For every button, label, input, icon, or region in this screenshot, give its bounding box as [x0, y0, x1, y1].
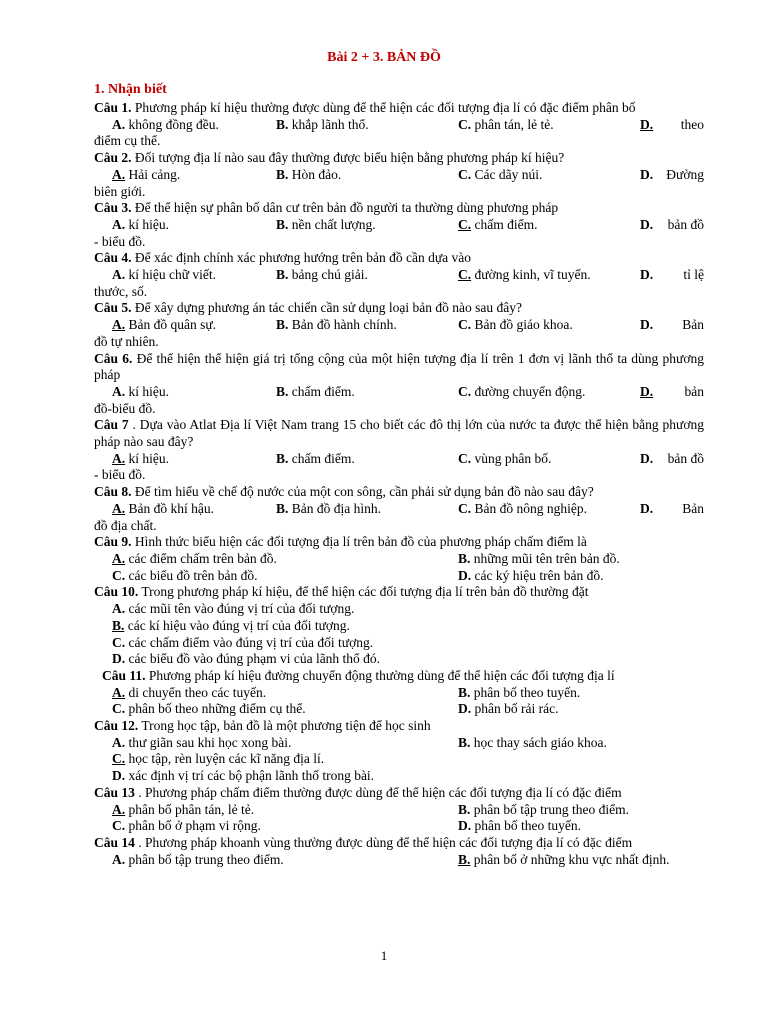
- option-text: phân bố theo tuyến.: [473, 684, 581, 700]
- question-text: . Phương pháp chấm điểm thường được dùng để thể hiện các đối tượng địa lí có đặc điểm: [138, 784, 622, 800]
- option-label: A.: [112, 550, 126, 566]
- option-b: [276, 117, 458, 134]
- option-text: các mũi tên vào đúng vị trí của đối tượng.: [128, 601, 355, 617]
- option-text: phân tán, lẻ tẻ.: [474, 116, 554, 132]
- question-stem: [94, 835, 704, 852]
- option-text: các kí hiệu vào đúng vị trí của đối tượng.: [127, 617, 350, 633]
- question-text: Để tìm hiểu về chế độ nước của một con sông, cần phải sử dụng bản đồ nào sau đây?: [134, 484, 594, 500]
- question-14: [94, 835, 704, 868]
- option-text: Bản đồ nông nghiệp.: [474, 500, 587, 516]
- option-text: khắp lãnh thổ.: [291, 116, 369, 132]
- option-label: B.: [458, 801, 471, 817]
- option-label: A.: [112, 216, 126, 232]
- options-row: [94, 685, 704, 702]
- question-text: Để thể hiện sự phân bố dân cư trên bản đồ người ta thường dùng phương pháp: [134, 200, 559, 216]
- option-text: các chấm điểm vào đúng vị trí của đối tượng.: [128, 634, 374, 650]
- option-a: [94, 551, 458, 568]
- option-a: [94, 451, 276, 468]
- option-label: D.: [458, 701, 472, 717]
- option-b: [276, 167, 458, 184]
- option-c: [458, 267, 640, 284]
- option-text: bản đồ: [667, 450, 704, 466]
- option-text: kí hiệu.: [128, 383, 169, 399]
- option-text: đường chuyển động.: [474, 383, 586, 399]
- option-a: [94, 117, 276, 134]
- option-c: [458, 117, 640, 134]
- question-9: [94, 534, 704, 584]
- question-stem: [94, 584, 704, 601]
- question-number: Câu 14: [94, 834, 135, 850]
- option-continuation: thước, số.: [94, 283, 148, 299]
- options-row: [94, 167, 704, 184]
- options-row: [94, 384, 704, 401]
- options-row: [94, 451, 704, 468]
- option-label: C.: [112, 567, 126, 583]
- option-b: [458, 802, 704, 819]
- option-d: [640, 317, 704, 334]
- question-number: Câu 11.: [102, 667, 146, 683]
- option-b: [276, 217, 458, 234]
- option-label: C.: [458, 267, 472, 283]
- question-stem: [94, 417, 704, 450]
- option-text: phân bố phân tán, lẻ tẻ.: [128, 801, 255, 817]
- options-row: [94, 117, 704, 134]
- question-stem: [94, 250, 704, 267]
- option-label: B.: [458, 684, 471, 700]
- option-a: [94, 167, 276, 184]
- option-c: [458, 501, 640, 518]
- option-label: D.: [458, 567, 472, 583]
- option-text: học thay sách giáo khoa.: [473, 734, 607, 750]
- option-a: [94, 685, 458, 702]
- option-text: kí hiệu.: [128, 216, 169, 232]
- question-stem: [94, 300, 704, 317]
- option-b: [276, 501, 458, 518]
- option-c: [458, 317, 640, 334]
- question-text: Trong học tập, bản đồ là một phương tiện để học sinh: [141, 718, 431, 734]
- option-text: tỉ lệ: [683, 267, 704, 283]
- option-d: [640, 117, 704, 134]
- option-label: C.: [458, 216, 472, 232]
- option-text: xác định vị trí các bộ phận lãnh thổ trong bài.: [128, 768, 375, 784]
- option-label: C.: [112, 701, 126, 717]
- option-label: A.: [112, 383, 126, 399]
- question-3: [94, 200, 704, 250]
- option-label: B.: [112, 617, 125, 633]
- option-label: D.: [112, 651, 126, 667]
- option-label: C.: [458, 317, 472, 333]
- option-label: B.: [458, 550, 471, 566]
- option-label: D.: [640, 383, 654, 399]
- option-b: [458, 685, 704, 702]
- option-a: [94, 267, 276, 284]
- option-text: đường kinh, vĩ tuyến.: [474, 267, 591, 283]
- option-d: [640, 167, 704, 184]
- question-text: Hình thức biểu hiện các đối tượng địa lí trên bản đồ của phương pháp chấm điểm là: [134, 534, 587, 550]
- question-12: [94, 718, 704, 785]
- option-text: phân bố tập trung theo điểm.: [473, 801, 629, 817]
- option-text: chấm điểm.: [291, 383, 355, 399]
- question-stem: [94, 668, 704, 685]
- option-a: [94, 501, 276, 518]
- option-label: D.: [640, 500, 654, 516]
- option-b: [276, 317, 458, 334]
- option-a: [94, 802, 458, 819]
- question-number: Câu 10.: [94, 584, 139, 600]
- option-d: [458, 568, 704, 585]
- option-label: B.: [276, 383, 289, 399]
- option-b: [276, 267, 458, 284]
- option-label: B.: [276, 267, 289, 283]
- option-text: phân bố rải rác.: [474, 701, 559, 717]
- question-5: [94, 300, 704, 350]
- option-c: [94, 568, 458, 585]
- option-a: [94, 601, 704, 618]
- option-label: D.: [112, 768, 126, 784]
- options-row: [94, 818, 704, 835]
- option-label: C.: [458, 450, 472, 466]
- option-label: D.: [640, 166, 654, 182]
- option-a: [94, 317, 276, 334]
- question-4: [94, 250, 704, 300]
- option-text: chấm điểm.: [474, 216, 538, 232]
- option-label: C.: [458, 500, 472, 516]
- question-number: Câu 5.: [94, 300, 132, 316]
- option-text: theo: [680, 116, 704, 132]
- question-stem: [94, 785, 704, 802]
- question-stem: [94, 351, 704, 384]
- option-text: Đường: [666, 166, 704, 182]
- option-text: kí hiệu.: [128, 450, 169, 466]
- option-label: A.: [112, 317, 126, 333]
- option-label: B.: [276, 500, 289, 516]
- option-label: D.: [640, 267, 654, 283]
- question-10: [94, 584, 704, 668]
- option-c: [458, 451, 640, 468]
- options-row: [94, 551, 704, 568]
- question-text: Phương pháp kí hiệu đường chuyển động thường dùng để thể hiện các đối tượng địa lí: [148, 667, 615, 683]
- question-stem: [94, 534, 704, 551]
- option-label: B.: [276, 216, 289, 232]
- question-11: [94, 668, 704, 718]
- option-label: A.: [112, 450, 126, 466]
- option-label: A.: [112, 684, 126, 700]
- option-label: A.: [112, 801, 126, 817]
- options-row: [94, 802, 704, 819]
- option-a: [94, 217, 276, 234]
- options-row: [94, 217, 704, 234]
- option-label: A.: [112, 734, 126, 750]
- option-text: Hòn đảo.: [291, 166, 342, 182]
- option-text: Bản đồ giáo khoa.: [474, 317, 573, 333]
- option-text: những mũi tên trên bản đồ.: [473, 550, 620, 566]
- question-number: Câu 2.: [94, 150, 132, 166]
- option-label: B.: [458, 851, 471, 867]
- option-continuation: đồ-biểu đồ.: [94, 400, 156, 416]
- option-label: A.: [112, 500, 126, 516]
- option-text: các ký hiệu trên bản đồ.: [474, 567, 604, 583]
- question-stem: [94, 484, 704, 501]
- option-b: [276, 451, 458, 468]
- question-13: [94, 785, 704, 835]
- option-b: [458, 852, 704, 869]
- option-d: [640, 451, 704, 468]
- option-c: [458, 217, 640, 234]
- option-d: [458, 701, 704, 718]
- question-number: Câu 13: [94, 784, 135, 800]
- question-7: [94, 417, 704, 484]
- question-1: [94, 100, 704, 150]
- option-b: [94, 618, 704, 635]
- option-text: kí hiệu chữ viết.: [128, 267, 217, 283]
- question-stem: [94, 200, 704, 217]
- option-a: [94, 735, 458, 752]
- question-number: Câu 9.: [94, 534, 132, 550]
- option-text: bản đồ: [667, 216, 704, 232]
- question-number: Câu 3.: [94, 200, 132, 216]
- question-text: Đối tượng địa lí nào sau đây thường được biểu hiện bằng phương pháp kí hiệu?: [134, 150, 565, 166]
- option-label: D.: [640, 116, 654, 132]
- option-text: di chuyển theo các tuyến.: [128, 684, 267, 700]
- options-row: [94, 568, 704, 585]
- option-c: [458, 167, 640, 184]
- option-text: phân bố theo tuyến.: [474, 818, 581, 834]
- question-stem: [94, 150, 704, 167]
- option-d: [458, 818, 704, 835]
- option-label: B.: [276, 166, 289, 182]
- option-text: bản: [684, 383, 704, 399]
- option-text: nền chất lượng.: [291, 216, 376, 232]
- option-label: C.: [112, 751, 126, 767]
- option-text: thư giãn sau khi học xong bài.: [128, 734, 292, 750]
- document-title: Bài 2 + 3. BẢN ĐỒ: [327, 50, 441, 65]
- option-label: D.: [640, 317, 654, 333]
- option-label: B.: [458, 734, 471, 750]
- question-number: Câu 8.: [94, 484, 132, 500]
- option-d: [640, 267, 704, 284]
- option-continuation: đồ địa chất.: [94, 517, 157, 533]
- question-8: [94, 484, 704, 534]
- section-heading: 1. Nhận biết: [94, 82, 167, 97]
- option-text: vùng phân bố.: [474, 450, 552, 466]
- option-c: [94, 751, 704, 768]
- option-label: B.: [276, 116, 289, 132]
- option-label: A.: [112, 601, 126, 617]
- option-text: Bản: [682, 500, 704, 516]
- options-row: [94, 267, 704, 284]
- option-text: Bản đồ địa hình.: [291, 500, 382, 516]
- option-b: [458, 551, 704, 568]
- question-text: Trong phương pháp kí hiệu, để thể hiện các đối tượng địa lí trên bản đồ thường đặt: [141, 584, 589, 600]
- page-number: 1: [380, 948, 388, 963]
- option-text: phân bố ở phạm vi rộng.: [128, 818, 261, 834]
- option-continuation: đồ tự nhiên.: [94, 333, 159, 349]
- option-continuation: điểm cụ thể.: [94, 133, 161, 149]
- option-text: phân bố theo những điểm cụ thể.: [128, 701, 306, 717]
- options-row: [94, 701, 704, 718]
- option-label: B.: [276, 450, 289, 466]
- option-label: C.: [458, 116, 472, 132]
- option-d: [94, 651, 704, 668]
- option-label: A.: [112, 267, 126, 283]
- option-label: D.: [640, 216, 654, 232]
- options-row: [94, 852, 704, 869]
- option-d: [640, 217, 704, 234]
- option-text: các biểu đồ trên bản đồ.: [128, 567, 258, 583]
- option-label: C.: [112, 818, 126, 834]
- question-number: Câu 4.: [94, 250, 132, 266]
- option-text: Bản đồ quân sự.: [128, 317, 217, 333]
- option-text: học tập, rèn luyện các kĩ năng địa lí.: [128, 751, 325, 767]
- question-text: Để thể hiện thể hiện giá trị tổng cộng của một hiện tượng địa lí trên 1 đơn vị lãnh thổ ta dùng phương pháp: [94, 350, 704, 383]
- option-c: [94, 818, 458, 835]
- option-label: A.: [112, 116, 126, 132]
- option-b: [276, 384, 458, 401]
- option-text: phân bố tập trung theo điểm.: [128, 851, 284, 867]
- option-a: [94, 384, 276, 401]
- option-label: B.: [276, 317, 289, 333]
- option-c: [458, 384, 640, 401]
- option-label: A.: [112, 166, 126, 182]
- option-text: Bản đồ hành chính.: [291, 317, 397, 333]
- question-number: Câu 6.: [94, 350, 133, 366]
- option-label: A.: [112, 851, 126, 867]
- question-stem: [94, 100, 704, 117]
- question-number: Câu 12.: [94, 718, 139, 734]
- question-text: Để xác định chính xác phương hướng trên bản đồ cần dựa vào: [134, 250, 472, 266]
- option-label: D.: [458, 818, 472, 834]
- option-text: các biểu đồ vào đúng phạm vi của lãnh thổ đó.: [128, 651, 381, 667]
- option-text: bảng chú giải.: [291, 267, 368, 283]
- question-text: Để xây dựng phương án tác chiến cần sử dụng loại bản đồ nào sau đây?: [134, 300, 522, 316]
- question-6: [94, 351, 704, 418]
- option-label: C.: [458, 383, 472, 399]
- options-row: [94, 501, 704, 518]
- options-row: [94, 317, 704, 334]
- question-text: . Phương pháp khoanh vùng thường được dùng để thể hiện các đối tượng địa lí có đặc điểm: [138, 834, 633, 850]
- option-label: C.: [112, 634, 126, 650]
- option-b: [458, 735, 704, 752]
- option-a: [94, 852, 458, 869]
- option-label: C.: [458, 166, 472, 182]
- question-stem: [94, 718, 704, 735]
- question-text: Phương pháp kí hiệu thường được dùng để thể hiện các đối tượng địa lí có đặc điểm phân bố: [134, 100, 636, 115]
- options-row: [94, 735, 704, 752]
- option-d: [640, 384, 704, 401]
- option-text: chấm điểm.: [291, 450, 355, 466]
- option-continuation: - biểu đồ.: [94, 233, 146, 249]
- question-text: . Dựa vào Atlat Địa lí Việt Nam trang 15 cho biết các đô thị lớn của nước ta được thể hiện bằng phương pháp nào sau đây?: [94, 417, 704, 450]
- option-text: Các dãy núi.: [474, 166, 543, 182]
- option-continuation: - biểu đồ.: [94, 467, 146, 483]
- option-text: Hải cảng.: [128, 166, 181, 182]
- option-text: không đồng đều.: [128, 116, 219, 132]
- question-number: Câu 7: [94, 417, 129, 433]
- question-number: Câu 1.: [94, 100, 132, 115]
- option-c: [94, 701, 458, 718]
- option-text: phân bố ở những khu vực nhất định.: [473, 851, 670, 867]
- option-d: [94, 768, 704, 785]
- option-d: [640, 501, 704, 518]
- option-text: Bản đồ khí hậu.: [128, 500, 214, 516]
- option-label: D.: [640, 450, 654, 466]
- option-c: [94, 635, 704, 652]
- question-list: [94, 100, 704, 868]
- option-continuation: biên giới.: [94, 183, 146, 199]
- option-text: các điểm chấm trên bản đồ.: [128, 550, 277, 566]
- question-2: [94, 150, 704, 200]
- option-text: Bản: [682, 317, 704, 333]
